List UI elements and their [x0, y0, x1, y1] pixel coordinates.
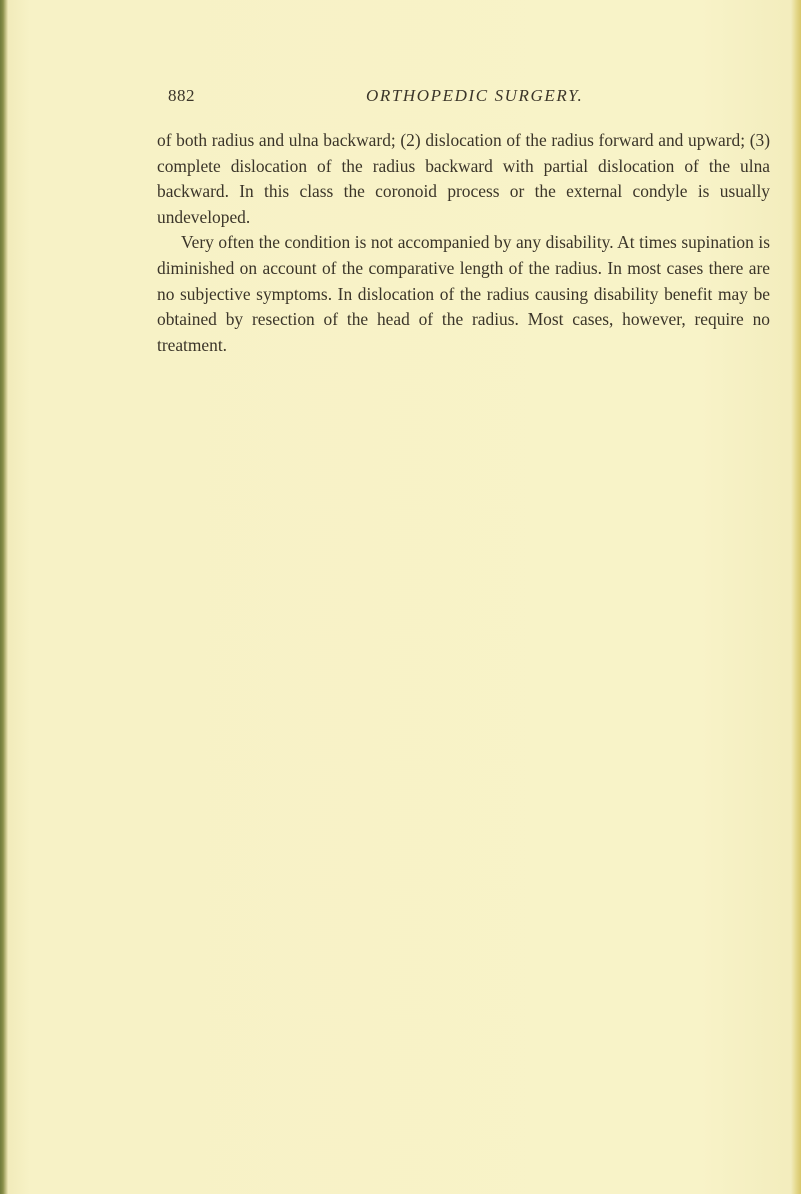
paragraph-continued: of both radius and ulna backward; (2) dislocation of the radius forward and upward; (3) complete dislocation of the radius backward with partial dislocation of the ulna backward. In this class the coronoid process or the external condyle is usually undeveloped.	[157, 130, 770, 227]
running-title: ORTHOPEDIC SURGERY.	[366, 86, 584, 105]
page-gutter-edge	[0, 0, 8, 1194]
paragraph: Very often the condition is not accompanied by any disability. At times supination is diminished on account of the comparative length of the radius. In most cases there are no subjective symptoms. In dislocation of the radius causing disability benefit may be obtained by resection of the head of the radius. Most cases, however, require no treatment.	[157, 232, 770, 355]
running-head	[158, 86, 770, 116]
page-outer-edge	[791, 0, 801, 1194]
body-text	[157, 128, 770, 358]
page-number: 882	[168, 86, 195, 105]
